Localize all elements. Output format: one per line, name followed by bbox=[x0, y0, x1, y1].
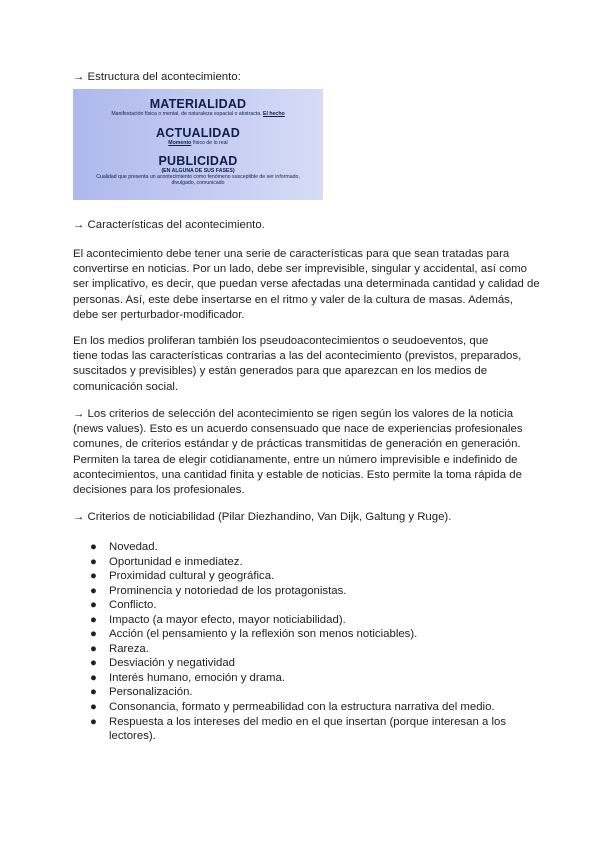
list-item: ● Consonancia, formato y permeabilidad con la estructura narrativa del medio. bbox=[90, 701, 495, 714]
actualidad-title: ACTUALIDAD bbox=[156, 126, 240, 140]
paragraph-line: personas. Así, este debe insertarse en el ritmo y valer de la cultura de masas. Además, bbox=[73, 293, 514, 306]
bullet-icon: ● bbox=[90, 541, 97, 553]
list-item: ● Proximidad cultural y geográfica. bbox=[90, 570, 275, 583]
bullet-icon: ● bbox=[90, 555, 97, 568]
paragraph-line: suscitados y previsibles) y están generados para que aparezcan en los medios de bbox=[73, 365, 488, 378]
list-item-continuation: lectores). bbox=[109, 730, 156, 743]
list-item: ● Rareza. bbox=[90, 642, 149, 655]
publicidad-description-2: divulgado, comunicado bbox=[171, 180, 225, 186]
estructura-heading: → Estructura del acontecimiento: bbox=[73, 71, 241, 83]
bullet-icon: ● bbox=[90, 599, 97, 612]
materialidad-link: El hecho bbox=[263, 111, 285, 117]
paragraph-acontecimiento bbox=[73, 247, 540, 323]
paragraph-line: → Los criterios de selección del acontecimiento se rigen según los valores de la noticia bbox=[73, 408, 514, 420]
materialidad-description: Manifestación física o mental, de naturaleza espacial o abstracta. El hecho bbox=[111, 111, 285, 117]
bullet-icon: ● bbox=[90, 671, 97, 684]
bullet-icon: ● bbox=[90, 628, 97, 641]
paragraph-line: convertirse en noticias. Por un lado, debe ser imprevisible, singular y accidental, así como bbox=[73, 263, 527, 276]
bullet-icon: ● bbox=[90, 613, 97, 626]
bullet-icon: ● bbox=[90, 686, 97, 699]
list-item: ● Respuesta a los intereses del medio en el que insertan (porque interesan a los bbox=[90, 715, 507, 728]
publicidad-title: PUBLICIDAD bbox=[158, 154, 238, 168]
paragraph-pseudoacontecimientos bbox=[73, 334, 533, 395]
list-item: ● Oportunidad e inmediatez. bbox=[90, 555, 243, 568]
list-item: ● Desviación y negatividad bbox=[90, 657, 236, 670]
actualidad-description: Momento físico de lo real bbox=[168, 140, 228, 146]
bullet-icon: ● bbox=[90, 657, 97, 670]
paragraph-line: (news values). Esto es un acuerdo consensuado que nace de experiencias profesionales bbox=[73, 423, 523, 436]
bullet-icon: ● bbox=[90, 701, 97, 714]
paragraph-line: tiene todas las características contrarias a las del acontecimiento (previstos, preparados, bbox=[73, 350, 522, 363]
publicidad-subtitle: (EN ALGUNA DE SUS FASES) bbox=[161, 168, 235, 174]
bullet-icon: ● bbox=[90, 584, 97, 597]
paragraph-line: El acontecimiento debe tener una serie de características para que sean tratadas para bbox=[73, 248, 510, 260]
criterios-list bbox=[90, 540, 530, 744]
actualidad-link: Momento bbox=[168, 140, 192, 146]
paragraph-line: Permiten la tarea de elegir cotidianamente, entre un número imprevisible e indefinido de bbox=[73, 453, 518, 466]
bullet-icon: ● bbox=[90, 715, 97, 728]
paragraph-line: comunes, de criterios estándar y de prácticas transmitidas de generación en generación. bbox=[73, 438, 521, 451]
list-item: ● Impacto (a mayor efecto, mayor noticiabilidad). bbox=[90, 613, 346, 626]
paragraph-line: ser implicativo, es decir, que puedan verse afectadas una determinada cantidad y calidad de bbox=[73, 278, 540, 291]
paragraph-criterios-seleccion bbox=[73, 407, 533, 498]
paragraph-line: decisiones para los profesionales. bbox=[73, 484, 245, 497]
bullet-icon: ● bbox=[90, 642, 97, 655]
caracteristicas-heading: → Características del acontecimiento. bbox=[73, 219, 265, 231]
list-item: ● Personalización. bbox=[90, 686, 193, 699]
paragraph-line: acontecimientos, una cantidad finita y estable de noticias. Esto permite la toma rápida de bbox=[73, 468, 522, 481]
list-item: ● Prominencia y notoriedad de los protagonistas. bbox=[90, 584, 347, 597]
publicidad-description-1: Cualidad que presenta un acontecimiento como fenómeno susceptible de ser informado, bbox=[96, 174, 300, 180]
paragraph-line: En los medios proliferan también los pseudoacontecimientos o seudoeventos, que bbox=[73, 335, 489, 347]
criterios-heading: → Criterios de noticiabilidad (Pilar Diezhandino, Van Dijk, Galtung y Ruge). bbox=[73, 511, 452, 523]
estructura-banner-image bbox=[73, 89, 323, 200]
paragraph-line: comunicación social. bbox=[73, 380, 179, 393]
paragraph-line: debe ser perturbador-modificador. bbox=[73, 308, 245, 321]
list-item: ● Novedad. bbox=[90, 541, 158, 553]
list-item: ● Conflicto. bbox=[90, 599, 157, 612]
materialidad-title: MATERIALIDAD bbox=[149, 97, 247, 111]
list-item: ● Interés humano, emoción y drama. bbox=[90, 671, 286, 684]
bullet-icon: ● bbox=[90, 570, 97, 583]
list-item: ● Acción (el pensamiento y la reflexión son menos noticiables). bbox=[90, 628, 418, 641]
